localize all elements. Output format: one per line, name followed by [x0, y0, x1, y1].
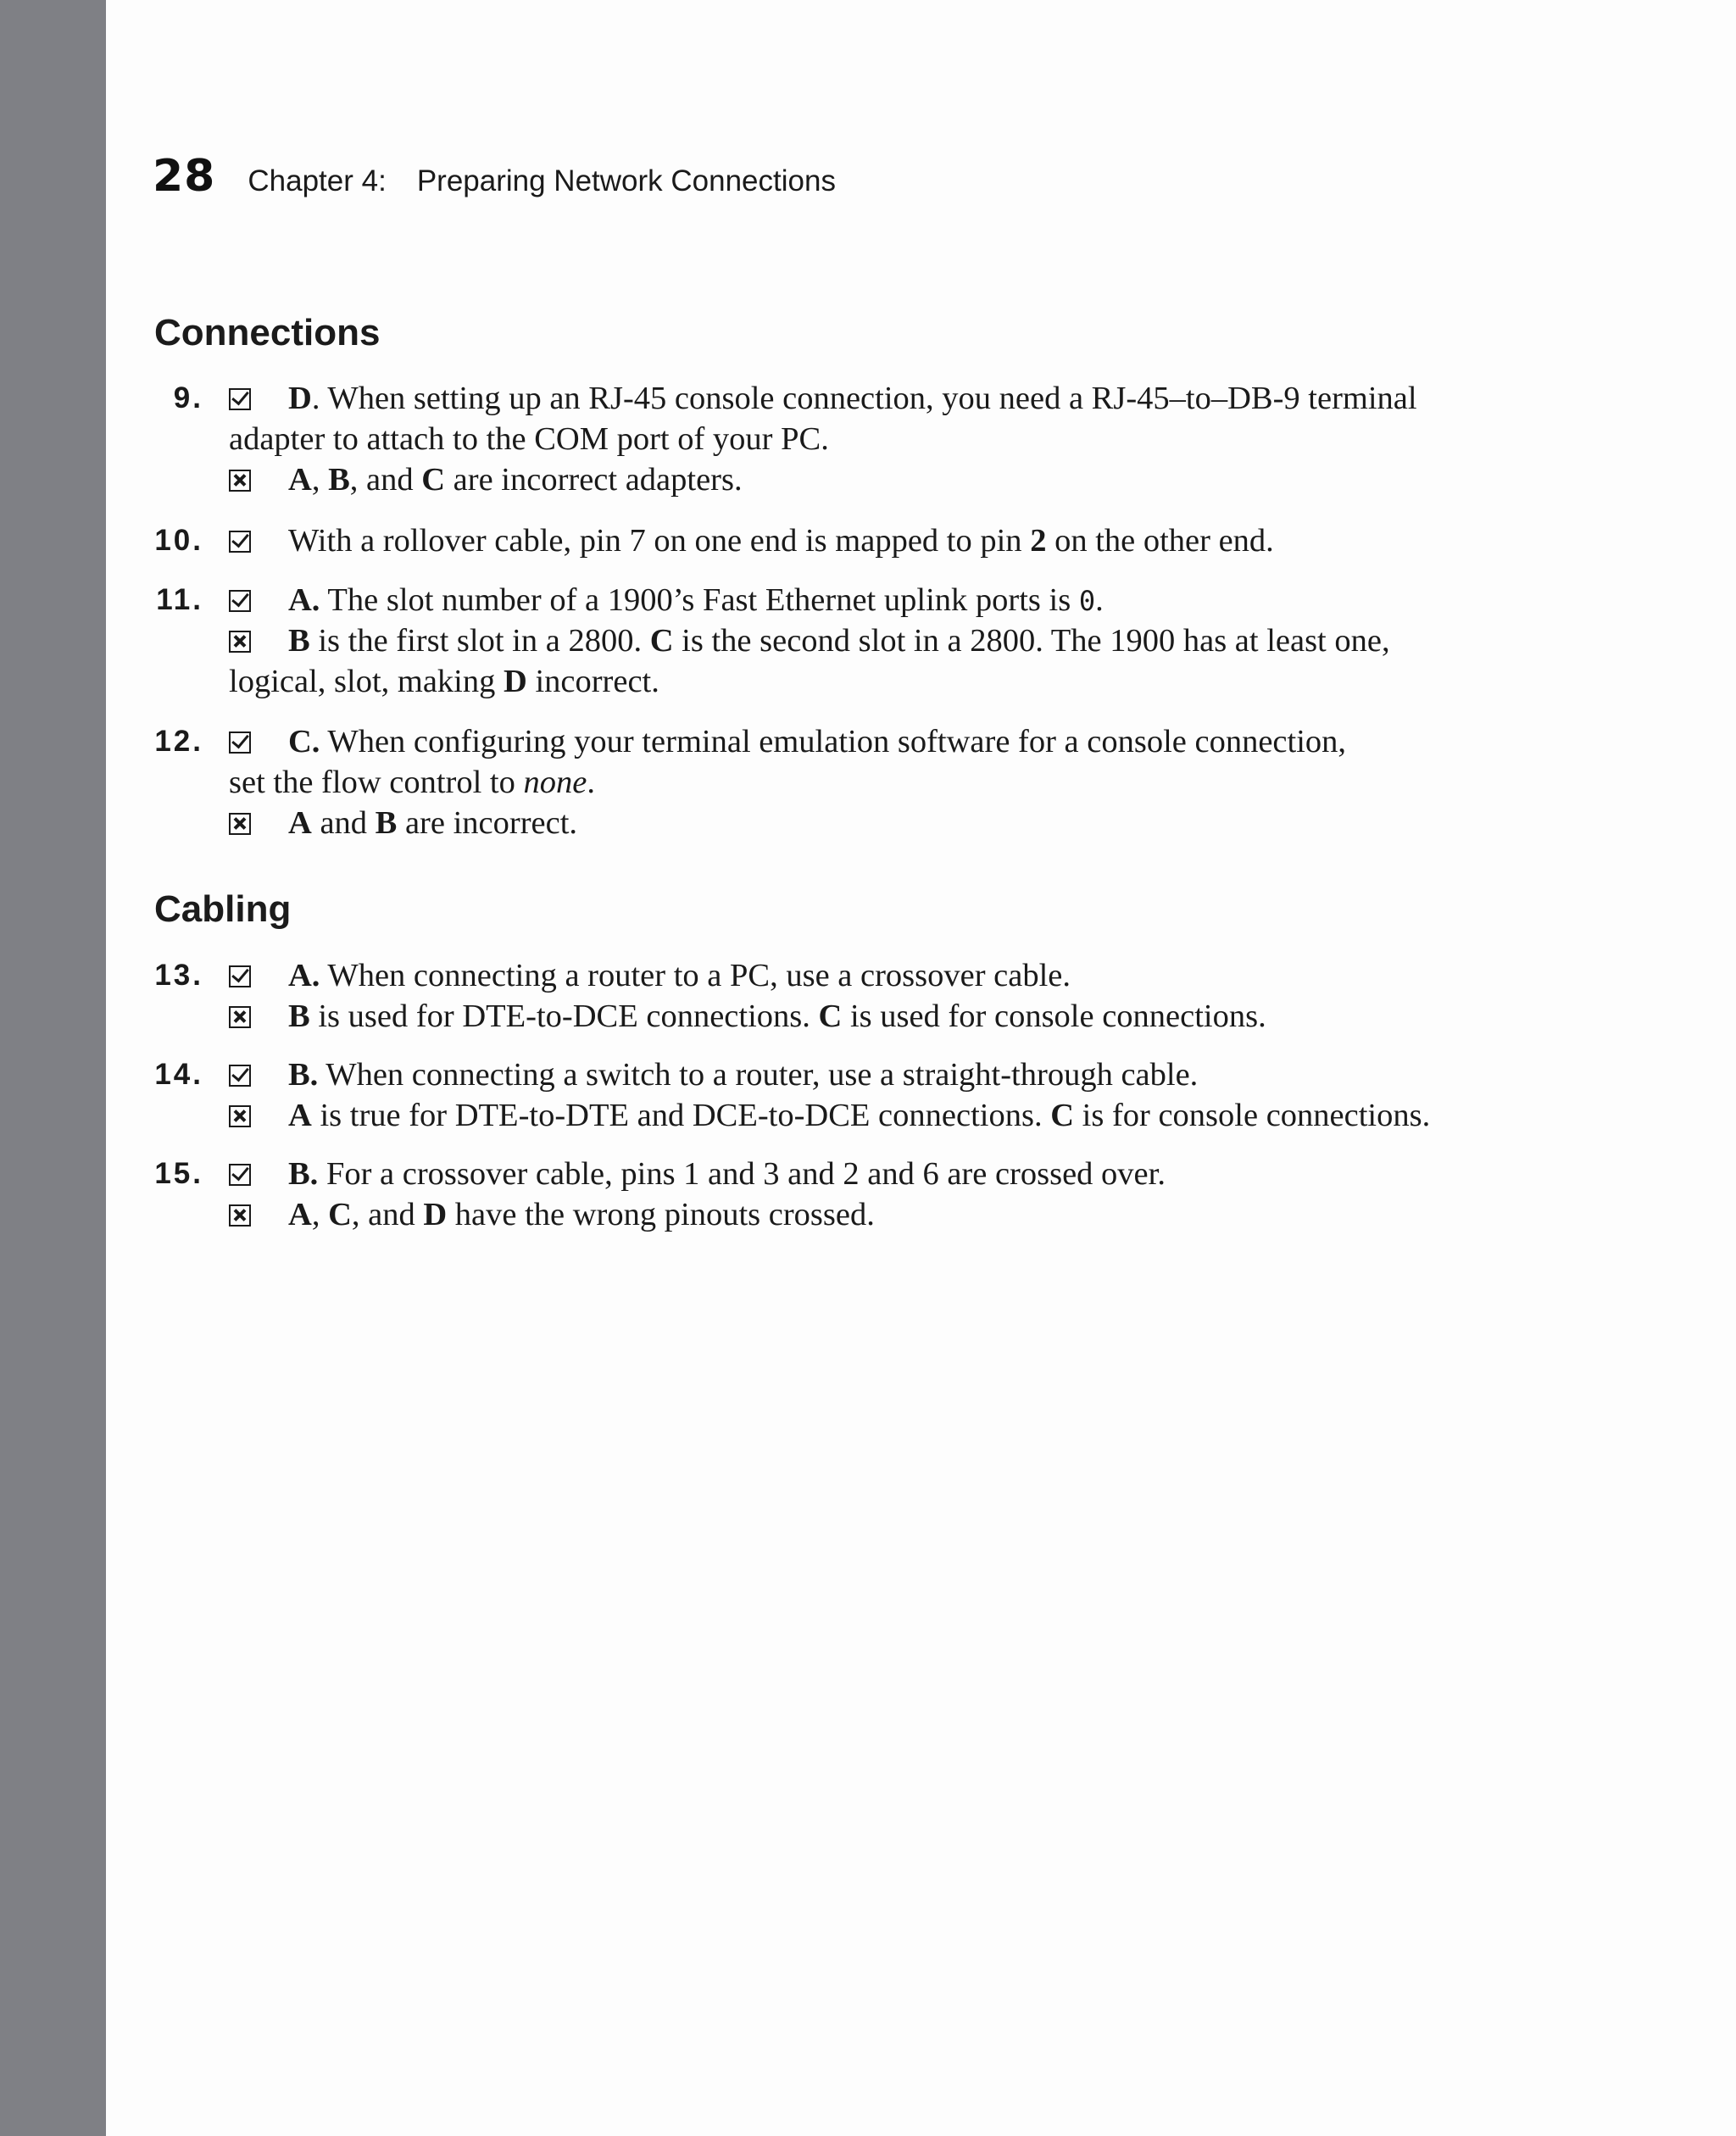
checkbox-x-icon — [229, 1105, 251, 1127]
checkbox-checked-icon — [229, 1065, 251, 1087]
answer-10 — [0, 520, 1736, 561]
incorrect-answer-text: A, C, and D have the wrong pinouts crossed. — [288, 1197, 875, 1232]
answer-line — [0, 1054, 1736, 1095]
chapter-title: Preparing Network Connections — [416, 164, 836, 197]
section-heading-connections: Connections — [154, 312, 381, 353]
checkbox-checked-icon — [229, 388, 251, 410]
answer-11 — [0, 580, 1736, 702]
chapter-label: Chapter 4: — [248, 164, 387, 197]
answer-14 — [0, 1054, 1736, 1136]
question-number: 13. — [154, 959, 203, 992]
correct-answer-text: B. For a crossover cable, pins 1 and 3 and 2 and 6 are crossed over. — [288, 1156, 1166, 1192]
page-number: 28 — [153, 151, 216, 202]
answer-line — [0, 721, 1736, 762]
checkbox-x-icon — [229, 470, 251, 492]
correct-answer-continuation: set the flow control to none. — [229, 765, 595, 800]
question-number: 12. — [154, 725, 203, 758]
answer-line — [0, 378, 1736, 419]
question-number: 11. — [156, 583, 203, 616]
answer-line — [0, 419, 1736, 459]
answer-9 — [0, 378, 1736, 500]
answer-line — [0, 1095, 1736, 1136]
checkbox-x-icon — [229, 813, 251, 835]
incorrect-answer-text: B is the first slot in a 2800. C is the second slot in a 2800. The 1900 has at least one, — [288, 623, 1390, 659]
incorrect-answer-text: A and B are incorrect. — [288, 805, 578, 841]
correct-answer-text: With a rollover cable, pin 7 on one end is mapped to pin 2 on the other end. — [288, 523, 1274, 559]
checkbox-checked-icon — [229, 1164, 251, 1186]
answer-line — [0, 1194, 1736, 1235]
checkbox-checked-icon — [229, 531, 251, 553]
incorrect-answer-text: A, B, and C are incorrect adapters. — [288, 462, 743, 498]
answer-15 — [0, 1154, 1736, 1235]
incorrect-answer-text: B is used for DTE-to-DCE connections. C is used for console connections. — [288, 998, 1266, 1034]
checkbox-checked-icon — [229, 965, 251, 987]
incorrect-answer-text: A is true for DTE-to-DTE and DCE-to-DCE connections. C is for console connections. — [288, 1098, 1431, 1133]
correct-answer-text: A. When connecting a router to a PC, use a crossover cable. — [288, 958, 1071, 993]
answer-13 — [0, 955, 1736, 1037]
answer-line — [0, 520, 1736, 561]
running-header — [153, 151, 836, 210]
checkbox-x-icon — [229, 1006, 251, 1028]
correct-answer-text: C. When configuring your terminal emulation software for a console connection, — [288, 724, 1347, 759]
answer-line — [0, 1154, 1736, 1194]
answer-line — [0, 955, 1736, 996]
checkbox-x-icon — [229, 631, 251, 653]
answer-line — [0, 996, 1736, 1037]
correct-answer-text: A. The slot number of a 1900’s Fast Ethernet uplink ports is 0. — [288, 582, 1104, 618]
correct-answer-continuation: adapter to attach to the COM port of your PC. — [229, 421, 829, 457]
checkbox-x-icon — [229, 1204, 251, 1227]
question-number: 14. — [154, 1058, 203, 1091]
answer-line — [0, 620, 1736, 661]
answer-line — [0, 580, 1736, 620]
answer-line — [0, 459, 1736, 500]
correct-answer-text: D. When setting up an RJ-45 console connection, you need a RJ-45–to–DB-9 terminal — [288, 381, 1417, 416]
question-number: 10. — [154, 524, 203, 557]
question-number: 15. — [154, 1157, 203, 1190]
answer-12 — [0, 721, 1736, 843]
checkbox-checked-icon — [229, 590, 251, 612]
answer-line — [0, 803, 1736, 843]
correct-answer-text: B. When connecting a switch to a router, use a straight-through cable. — [288, 1057, 1199, 1093]
answer-line — [0, 762, 1736, 803]
question-number: 9. — [173, 381, 203, 414]
incorrect-answer-continuation: logical, slot, making D incorrect. — [229, 664, 659, 699]
answer-line — [0, 661, 1736, 702]
section-heading-cabling: Cabling — [154, 888, 292, 930]
checkbox-checked-icon — [229, 731, 251, 754]
